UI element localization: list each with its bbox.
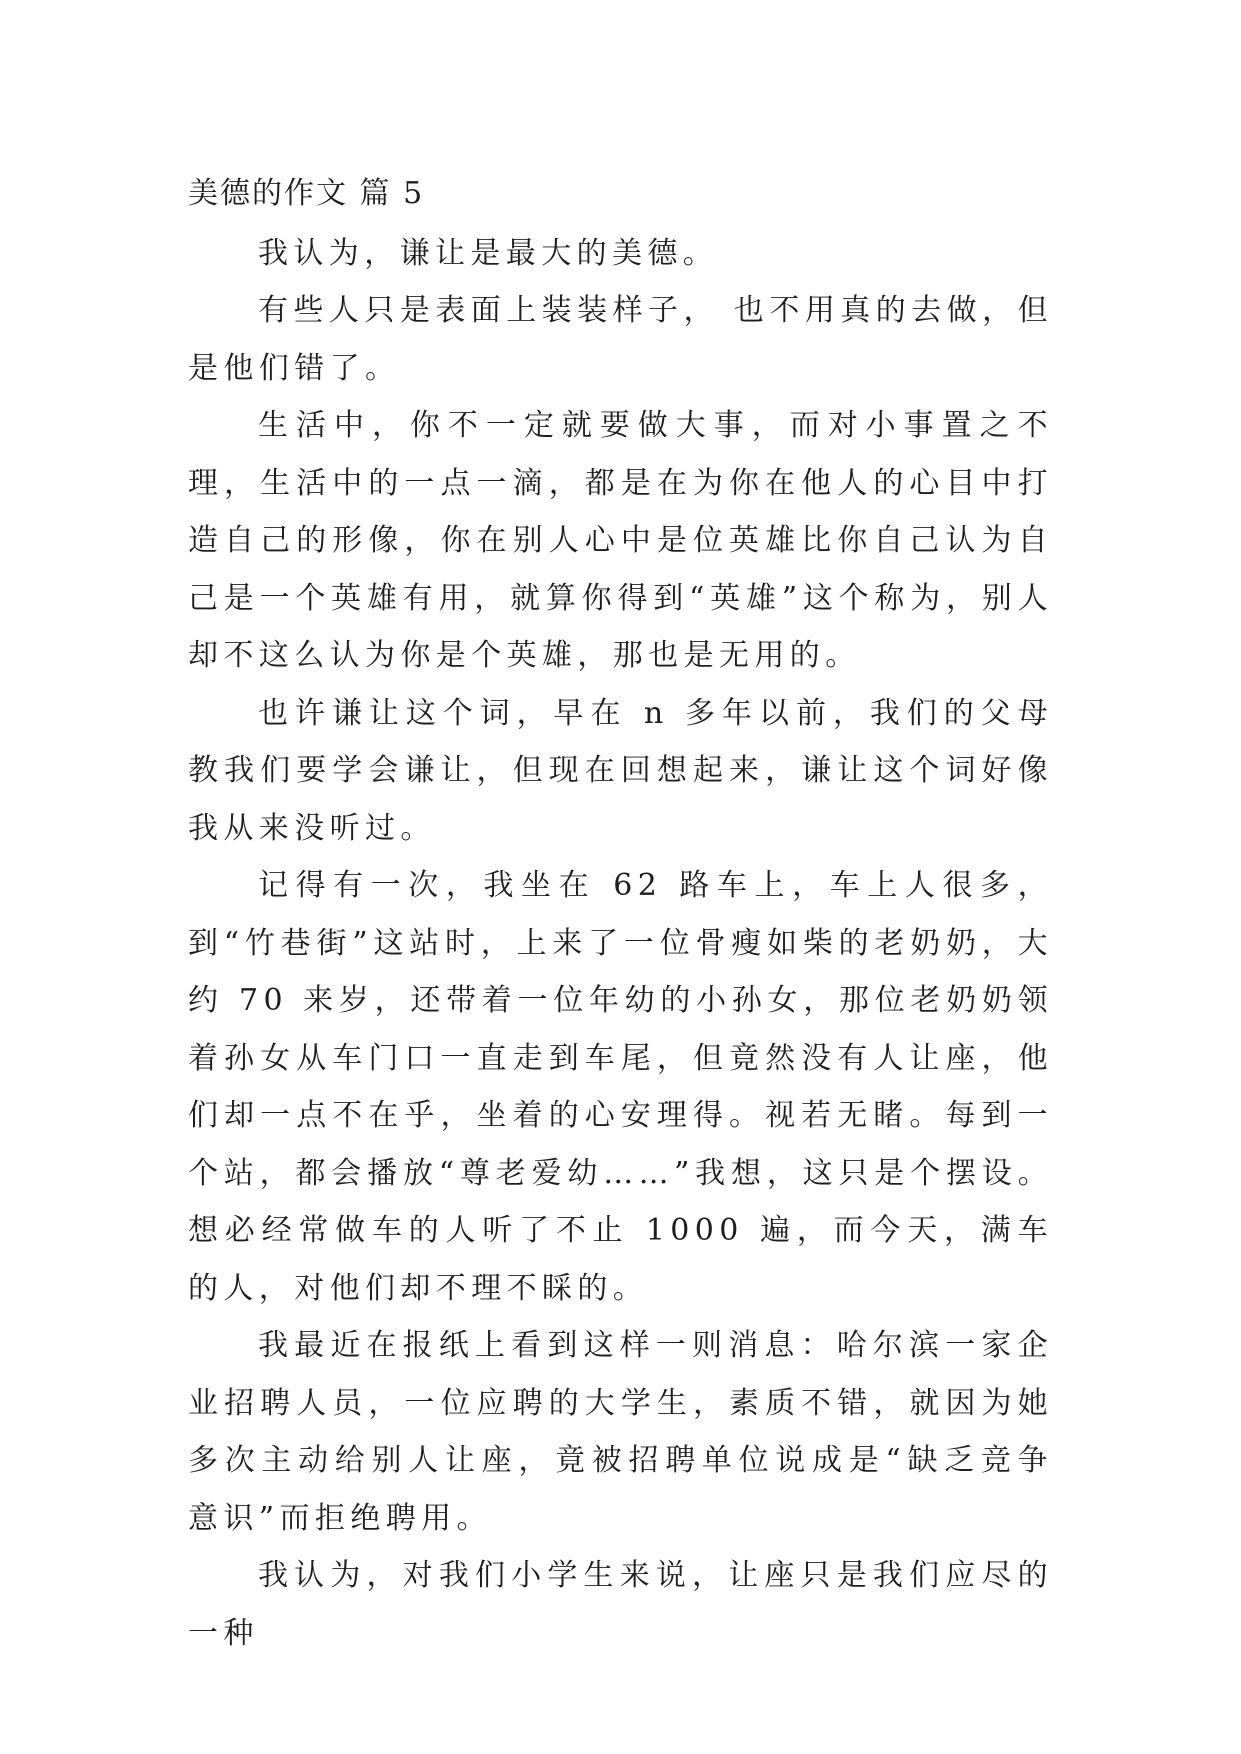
paragraph-3: 生活中，你不一定就要做大事，而对小事置之不理，生活中的一点一滴，都是在为你在他人的心目中打造自己的形像，你在别人心中是位英雄比你自己认为自己是一个英雄有用，就算你得到“英雄”这个称为，别人却不这么认为你是个英雄，那也是无用的。 [188, 408, 1053, 673]
paragraph-2: 有些人只是表面上装装样子， 也不用真的去做，但是他们错了。 [188, 293, 1053, 386]
paragraph-5: 记得有一次，我坐在 62 路车上，车上人很多，到“竹巷街”这站时，上来了一位骨瘦如柴的老奶奶，大约 70 来岁，还带着一位年幼的小孙女，那位老奶奶领着孙女从车门口一直走到车尾，但竟然没有人让座，他们却一点不在乎，坐着的心安理得。视若无睹。每到一个站，都会播放“尊老爱幼……”我想，这只是个摆设。想必经常做车的人听了不止 1000 遍，而今天，满车的人，对他们却不理不睬的。 [188, 868, 1053, 1306]
essay-heading: 美德的作文 篇 5 [188, 176, 425, 211]
paragraph-7: 我认为，对我们小学生来说，让座只是我们应尽的一种 [188, 1558, 1053, 1651]
document-body [188, 165, 1053, 1662]
paragraph-4: 也许谦让这个词，早在 n 多年以前，我们的父母教我们要学会谦让，但现在回想起来，谦让这个词好像我从来没听过。 [188, 695, 1053, 846]
paragraph-6: 我最近在报纸上看到这样一则消息：哈尔滨一家企业招聘人员，一位应聘的大学生，素质不错，就因为她多次主动给别人让座，竟被招聘单位说成是“缺乏竞争意识”而拒绝聘用。 [188, 1328, 1053, 1536]
paragraph-1: 我认为，谦让是最大的美德。 [258, 235, 719, 271]
